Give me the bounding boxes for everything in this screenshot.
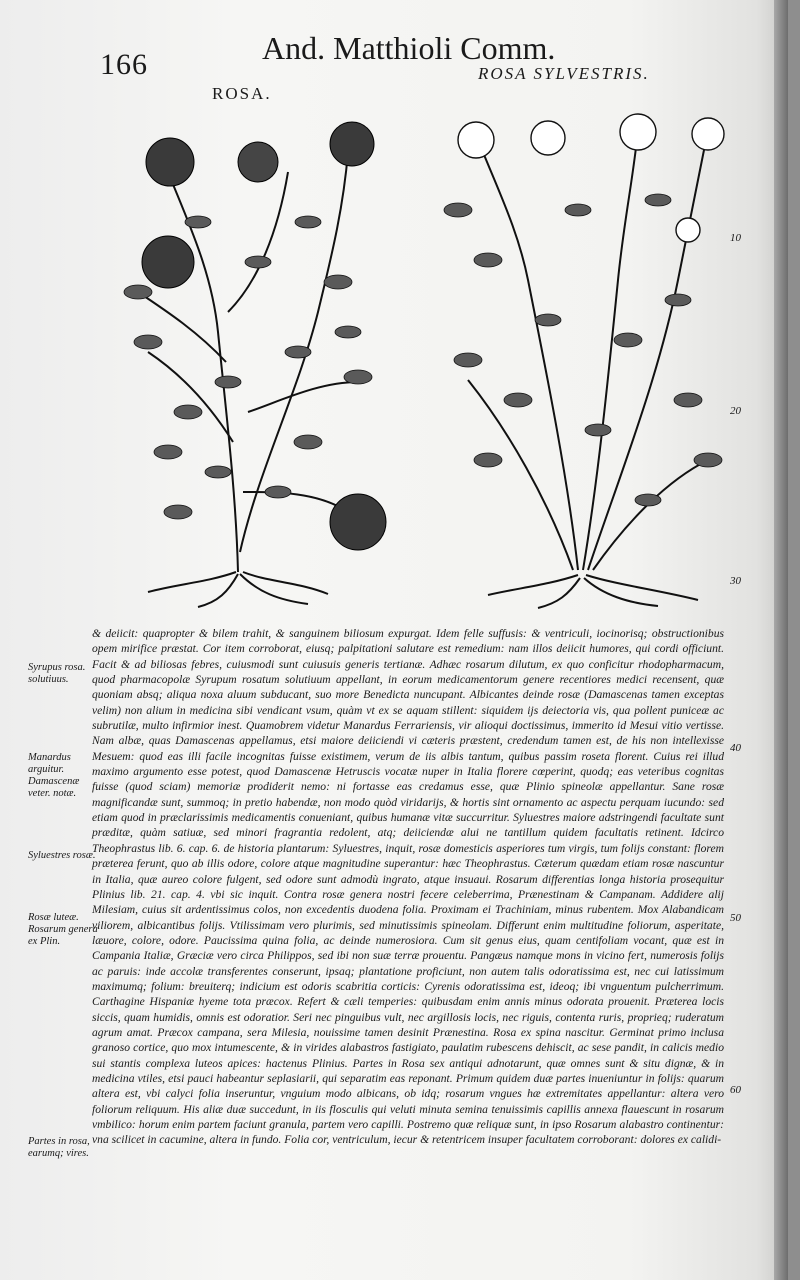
side-note: Rosæ luteæ. Rosarum genera ex Plin. [28,912,98,947]
body-text [92,626,724,1148]
line-number: 40 [730,742,741,754]
page-number: 166 [100,48,148,81]
page-edge-shadow [774,0,788,1280]
line-number: 50 [730,912,741,924]
line-number: 30 [730,575,741,587]
rosa-woodcut-illustration [108,112,408,614]
rosa-sylvestris-woodcut-illustration [428,100,728,610]
line-number: 20 [730,405,741,417]
side-note: Partes in rosa, earumq; vires. [28,1136,90,1159]
line-number: 10 [730,232,741,244]
body-paragraph: & deiicit: quapropter & bilem trahit, & sanguinem biliosum expurgat. Idem felle suffusis: & ventriculi, iocinorisq; obstructionibus opem mirifice præstat. Cor item corroborat, eiusq; palpitationi salutare est remedium: nam illos deiicit humores, qui cordi officiunt. Facit & ad biliosas febres, cuiusmodi sunt cuiusuis generis tertianæ. Adhæc rosarum dilutum, ex quo conficitur rhodopharmacum, quod pharmacopolæ Syrupum rosatum solutiuum appellant, in eorum medicamentorum genere recentiores medici recensent, quæ quoniam absq; aliqua noxa aluum subducant, suo more Benedicta nuncupant. Albicantes deinde rosæ (Damascenas tamen exceptas velim) non alium in medicina sibi vendicant vsum, quàm vt ex se aquam stillent: siquidem ijs deiectoria vis, qua pollent puniceæ ac subrutilæ, multo infirmior inest. Quamobrem videtur Manardus Ferrariensis, vir alioqui doctissimus, immerito id Mesui vitio vertisse. Nam albæ, quas Damascenas appellamus, etsi maiore deiiciendi vi cæteris præstent, credendum tamen est, de his non intellexisse Mesuem: quod eas illi facile incognitas fuisse existimem, verum de iis albis tantum, quibus passim roseta florent. Cuius rei illud maximo argumento esse potest, quod Damascenæ Hetruscis vocatæ nuper in Italia florere cœperint, quodq; eas veteribus cognitas fuisse (quod sciam) memoriæ prodiderit nemo: ni fortasse eas credamus esse, quæ Plinio spineolæ appellantur. Sane rosæ magnificandæ sunt, summoq; in pretio habendæ, non modo quòd viridarijs, & hortis sint ornamento ac aspectu perquam iucundo: sed etiam quod in præclarissimis medicamentis conueniant, quibus humanæ vitæ succurritur. Syluestres maiore adstringendi facultate sunt præditæ, quàm satiuæ, sed minori fragrantia redolent, atq; deiiciendæ alui ne tantillum quidem facultatis retinent. Idcirco Theophrastus lib. 6. cap. 6. de historia plantarum: Syluestres, inquit, rosæ domesticis asperiores tum virgis, tum folijs constant: florem præterea ferunt, quo ab illis odore, colore atque magnitudine superantur: hæc Theophrastus. Cæterum quædam etiam rosæ nascuntur in Italia, quæ aureo colore fulgent, sed odore sunt admodù ingrato, atque insuaui. Rosarum differentias longa historia prosequitur Plinius lib. 21. cap. 4. vbi sic inquit. Contra rosæ genera nostri fecere celeberrima, Prænestinam & Campanam. Addidere alij Milesiam, cuius sit ardentissimus colos, non excedentis duodena folia. Proximam ei Trachiniam, minus rubentem. Mox Alabandicam viliorem, albicantibus folijs. Vtilissimam vero plurimis, sed minutissimis spineolam. Differunt enim multitudine foliorum, asperitate, læuore, colore, odore. Paucissima quina folia, ac deinde numerosiora. Cum sit genus eius, quam centifoliam vocant, quæ est in Campania Italiæ, Græciæ vero circa Philippos, sed ibi non suæ terræ prouentu. Pangæus namque mons in vicino fert, numerosis folijs ac paruis: inde accolæ transferentes conserunt, ipsaq; plantatione proficiunt, non autem talis odoratissima est, nec cui latissimum maximumq; folium: breuiterq; indicium est odoris scabritia corticis: Cyrenis odoratissima est, ideoq; ibi vnguentum pulcherrimum. Carthagine Hispaniæ hyeme tota præcox. Refert & cæli temperies: quibusdam enim annis minus odorata prouenit. Præterea locis siccis, quam humidis, omnis est odoratior. Seri nec pinguibus vult, nec argillosis locis, nec riguis, contenta ruris, proprieq; ruderatum agrum amat. Præcox campana, sera Milesia, nouissime tamen desinit Prænestina. Rosa ex spina nascitur. Germinat primo inclusa granoso cortice, quo mox intumescente, & in virides alabastros fastigiato, paulatim rubescens dehiscit, ac sese pandit, in calicis medio sui stantis complexa luteos apices: hactenus Plinius. Partes in Rosa sex antiqui adnotarunt, quæ omnes sunt & situ dignæ, & in medicina vtiles, etsi pauci habeantur seplasiarii, qui separatim eas reponant. Primum quidem duæ partes inueniuntur in folijs: quarum altera est, vbi calyci folia inseruntur, vnguium modo albicans, ob idq; rosarum vngues hæ extremitates appellantur: altera vero foliorum reliquum. His aliæ duæ succedunt, in iis flosculis qui veluti minuta semina tenuissimis capillis annexa flauescunt in rosarum vmbilico: horum enim partem faciunt granula, partem vero capilli. Postremo quæ reliquæ sunt, in ipso Rosarum alabastro continentur: vna scilicet in cacumine, altera in fundo. Folia cor, ventriculum, iecur & retentricem insuper facultatem corroborant: dolores ex calidi- [92,627,724,1147]
line-number: 60 [730,1084,741,1096]
figure-left-title: ROSA. [212,84,272,103]
side-note: Syrupus rosa. solutiuus. [28,662,86,685]
running-head: And. Matthioli Comm. [262,30,556,66]
side-note: Manardus arguitur. Damascenæ veter. notæ. [28,752,80,799]
side-note: Syluestres rosæ. [28,850,96,861]
figure-right-title: ROSA SYLVESTRIS. [478,64,650,83]
